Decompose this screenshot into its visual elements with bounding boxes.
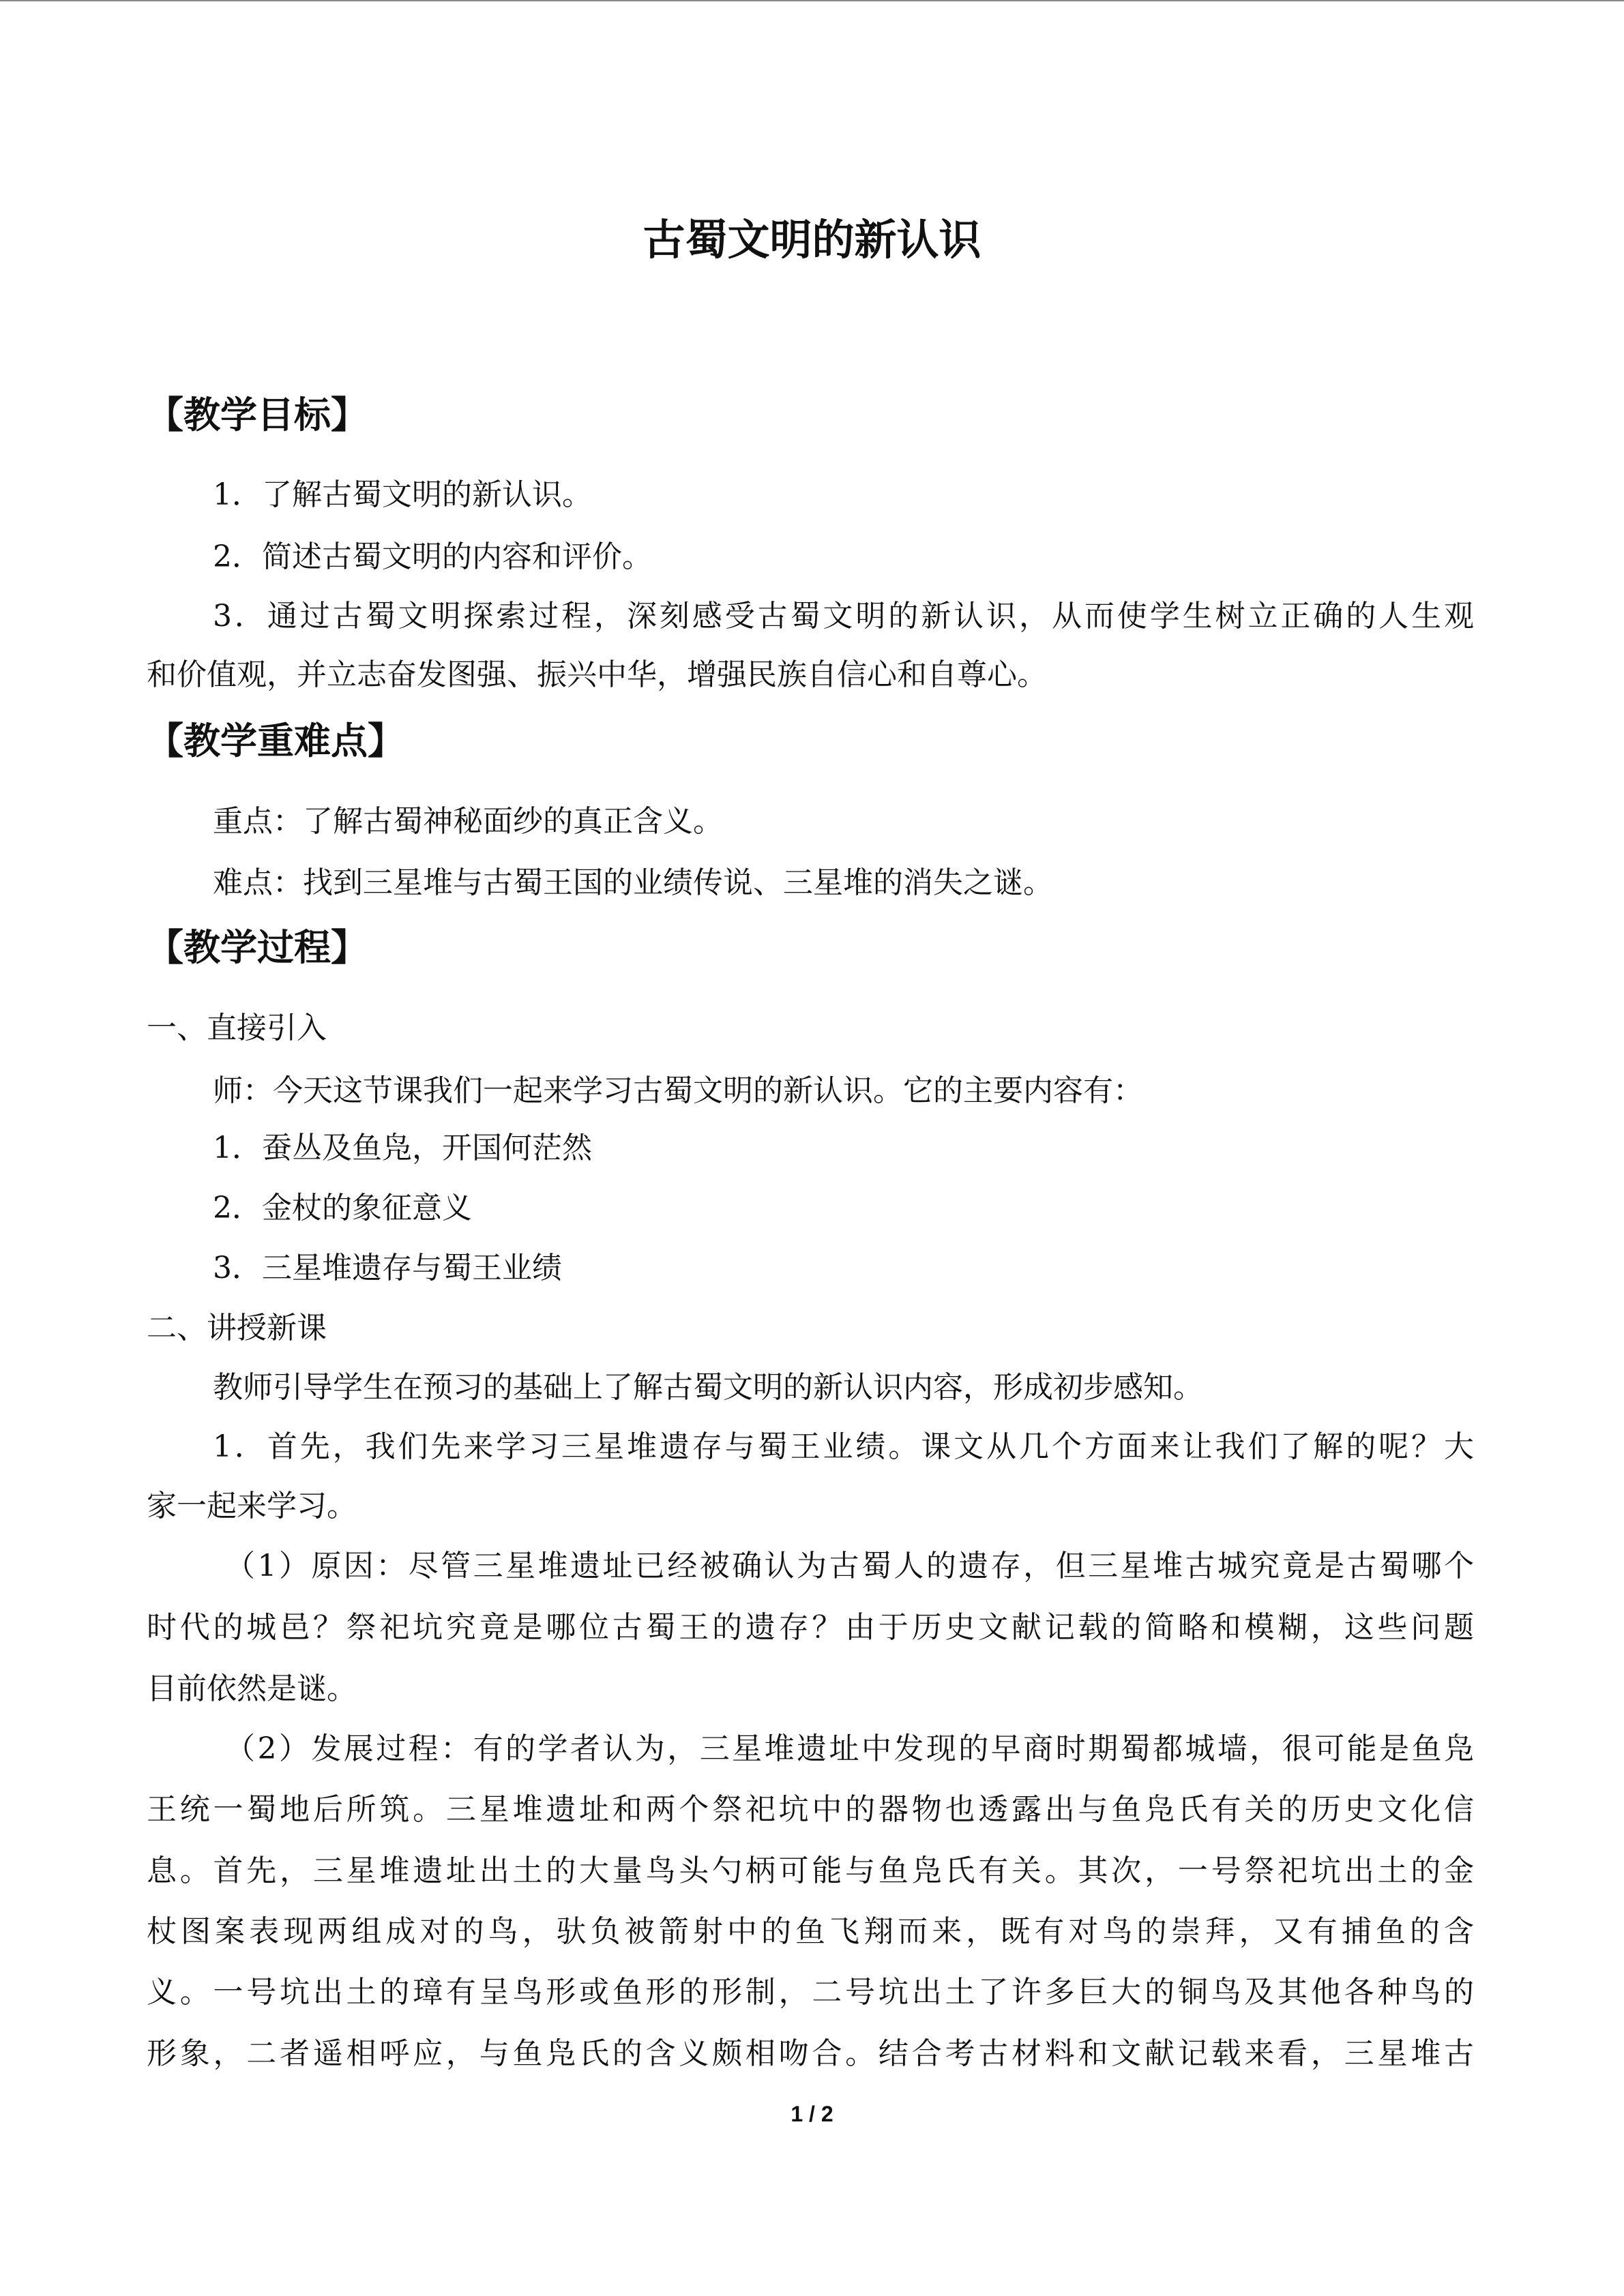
objective-item-1: 1．了解古蜀文明的新认识。 <box>213 477 592 512</box>
key-point-focus: 重点：了解古蜀神秘面纱的真正含义。 <box>213 804 723 839</box>
reason-line: （1）原因：尽管三星堆遗址已经被确认为古蜀人的遗存，但三星堆古城究竟是古蜀哪个 <box>225 1549 1474 1583</box>
reason-line: 时代的城邑？祭祀坑究竟是哪位古蜀王的遗存？由于历史文献记载的简略和模糊，这些问题 <box>147 1610 1474 1645</box>
page-indicator: 1 / 2 <box>791 2102 833 2126</box>
development-line: 杖图案表现两组成对的鸟，驮负被箭射中的鱼飞翔而来，既有对鸟的崇拜，又有捕鱼的含 <box>147 1914 1474 1949</box>
process-heading: 【教学过程】 <box>147 926 368 969</box>
development-line: 义。一号坑出土的璋有呈鸟形或鱼形的形制，二号坑出土了许多巨大的铜鸟及其他各种鸟的 <box>147 1975 1474 2010</box>
topic-item-1: 1．蚕丛及鱼凫，开国何茫然 <box>213 1131 592 1165</box>
objective-item-3-line-1: 3．通过古蜀文明探索过程，深刻感受古蜀文明的新认识，从而使学生树立正确的人生观 <box>213 599 1474 633</box>
key-points-heading: 【教学重难点】 <box>147 719 404 762</box>
first-paragraph-line-1: 1．首先，我们先来学习三星堆遗存与蜀王业绩。课文从几个方面来让我们了解的呢？大 <box>213 1429 1474 1464</box>
key-point-difficulty: 难点：找到三星堆与古蜀王国的业绩传说、三星堆的消失之谜。 <box>213 865 1053 900</box>
guide-paragraph: 教师引导学生在预习的基础上了解古蜀文明的新认识内容，形成初步感知。 <box>213 1370 1203 1405</box>
development-line: （2）发展过程：有的学者认为，三星堆遗址中发现的早商时期蜀都城墙，很可能是鱼凫 <box>225 1731 1474 1766</box>
document-title: 古蜀文明的新认识 <box>643 215 981 265</box>
development-line: 息。首先，三星堆遗址出土的大量鸟头勺柄可能与鱼凫氏有关。其次，一号祭祀坑出土的金 <box>147 1853 1474 1888</box>
first-paragraph-line-2: 家一起来学习。 <box>147 1489 357 1523</box>
objectives-heading: 【教学目标】 <box>147 393 368 436</box>
objective-item-3-line-2: 和价值观，并立志奋发图强、振兴中华，增强民族自信心和自尊心。 <box>147 657 1047 692</box>
part-1-title: 一、直接引入 <box>147 1011 327 1045</box>
development-line: 形象，二者遥相呼应，与鱼凫氏的含义颇相吻合。结合考古材料和文献记载来看，三星堆古 <box>147 2036 1474 2071</box>
part-2-title: 二、讲授新课 <box>147 1311 327 1345</box>
reason-line: 目前依然是谜。 <box>147 1671 357 1706</box>
teacher-intro: 师：今天这节课我们一起来学习古蜀文明的新认识。它的主要内容有： <box>213 1073 1143 1108</box>
topic-item-2: 2．金杖的象征意义 <box>213 1191 472 1225</box>
development-line: 王统一蜀地后所筑。三星堆遗址和两个祭祀坑中的器物也透露出与鱼凫氏有关的历史文化信 <box>147 1792 1474 1827</box>
objective-item-2: 2．简述古蜀文明的内容和评价。 <box>213 539 652 574</box>
topic-item-3: 3．三星堆遗存与蜀王业绩 <box>213 1251 562 1285</box>
